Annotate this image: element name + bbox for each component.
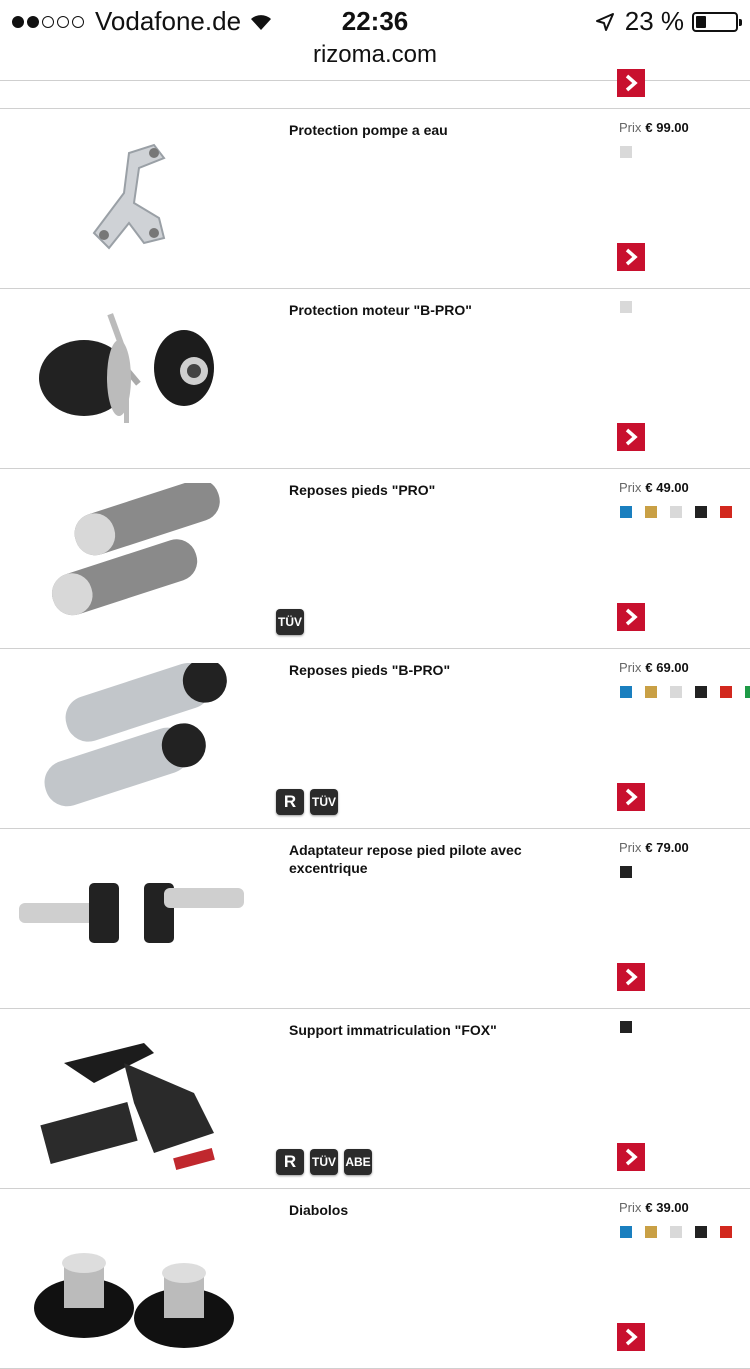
product-row[interactable] [0,1009,750,1189]
chevron-right-icon [622,968,640,986]
color-swatch[interactable] [670,686,682,698]
details-arrow-button[interactable] [617,783,645,811]
color-swatches [620,301,645,313]
certification-badges [276,1149,378,1175]
chevron-right-icon [622,248,640,266]
footpegs-bpro-image[interactable] [4,663,260,813]
chevron-right-icon [622,428,640,446]
product-row[interactable] [0,289,750,469]
color-swatch[interactable] [645,1226,657,1238]
product-price [619,480,689,495]
product-name[interactable]: Reposes pieds "B-PRO" [289,662,451,678]
price-value: € 69.00 [645,660,689,675]
location-arrow-icon [595,12,615,32]
details-arrow-button[interactable] [617,963,645,991]
color-swatch[interactable] [695,1226,707,1238]
color-swatch[interactable] [645,686,657,698]
carrier-name: Vodafone.de [95,6,242,36]
price-label: Prix [619,660,642,675]
color-swatch[interactable] [720,1226,732,1238]
details-arrow-button[interactable] [617,69,645,97]
water-pump-guard-image[interactable] [4,123,260,273]
product-list [0,81,750,1369]
url-bar[interactable]: rizoma.com [0,40,750,81]
color-swatch[interactable] [620,506,632,518]
details-arrow-button[interactable] [617,243,645,271]
color-swatch[interactable] [620,1226,632,1238]
color-swatch[interactable] [670,1226,682,1238]
details-arrow-button[interactable] [617,1323,645,1351]
color-swatch[interactable] [620,1021,632,1033]
previous-product-row-tail [0,81,750,109]
price-value: € 79.00 [645,840,689,855]
color-swatch[interactable] [720,686,732,698]
price-label: Prix [619,840,642,855]
details-arrow-button[interactable] [617,423,645,451]
color-swatch[interactable] [745,686,750,698]
battery-percent: 23 % [624,6,684,36]
price-value: € 99.00 [645,120,689,135]
details-arrow-button[interactable] [617,1143,645,1171]
price-label: Prix [619,1200,642,1215]
status-bar [0,0,750,40]
battery-icon [692,12,738,32]
license-plate-holder-image[interactable] [4,1023,260,1173]
color-swatch[interactable] [645,506,657,518]
product-row[interactable] [0,109,750,289]
badge-abe: ABE [344,1149,372,1175]
product-price [619,120,689,135]
product-name[interactable]: Diabolos [289,1202,349,1218]
price-label: Prix [619,480,642,495]
product-row[interactable] [0,469,750,649]
color-swatch[interactable] [620,301,632,313]
badge-r: R [276,789,304,815]
product-price [619,660,689,675]
product-row[interactable] [0,1189,750,1369]
color-swatches [620,506,745,518]
product-name[interactable]: Support immatriculation "FOX" [289,1022,497,1038]
price-value: € 49.00 [645,480,689,495]
color-swatches [620,1021,645,1033]
badge-tuv: TÜV [310,789,338,815]
footpeg-adapter-image[interactable] [4,843,260,993]
clock: 22:36 [341,6,409,36]
color-swatch[interactable] [720,506,732,518]
price-label: Prix [619,120,642,135]
product-row[interactable] [0,649,750,829]
product-price [619,840,689,855]
product-name[interactable]: Protection pompe a eau [289,122,448,138]
product-price [619,1200,689,1215]
footpegs-pro-image[interactable] [4,483,260,633]
color-swatch[interactable] [670,506,682,518]
badge-r: R [276,1149,304,1175]
product-name[interactable]: Adaptateur repose pied pilote avec excentrique [289,842,522,876]
price-value: € 39.00 [645,1200,689,1215]
chevron-right-icon [622,74,640,92]
chevron-right-icon [622,1328,640,1346]
certification-badges [276,609,310,635]
badge-tuv: TÜV [310,1149,338,1175]
product-name[interactable]: Protection moteur "B-PRO" [289,302,472,318]
color-swatch[interactable] [620,866,632,878]
product-name[interactable]: Reposes pieds "PRO" [289,482,436,498]
engine-slider-image[interactable] [4,303,260,453]
certification-badges [276,789,344,815]
chevron-right-icon [622,1148,640,1166]
spools-image[interactable] [4,1203,260,1353]
color-swatches [620,686,750,698]
color-swatches [620,146,645,158]
color-swatch[interactable] [620,686,632,698]
color-swatches [620,866,645,878]
color-swatch[interactable] [695,506,707,518]
color-swatches [620,1226,745,1238]
product-row[interactable] [0,829,750,1009]
details-arrow-button[interactable] [617,603,645,631]
badge-tuv: TÜV [276,609,304,635]
chevron-right-icon [622,608,640,626]
status-right [595,6,738,37]
chevron-right-icon [622,788,640,806]
color-swatch[interactable] [695,686,707,698]
color-swatch[interactable] [620,146,632,158]
